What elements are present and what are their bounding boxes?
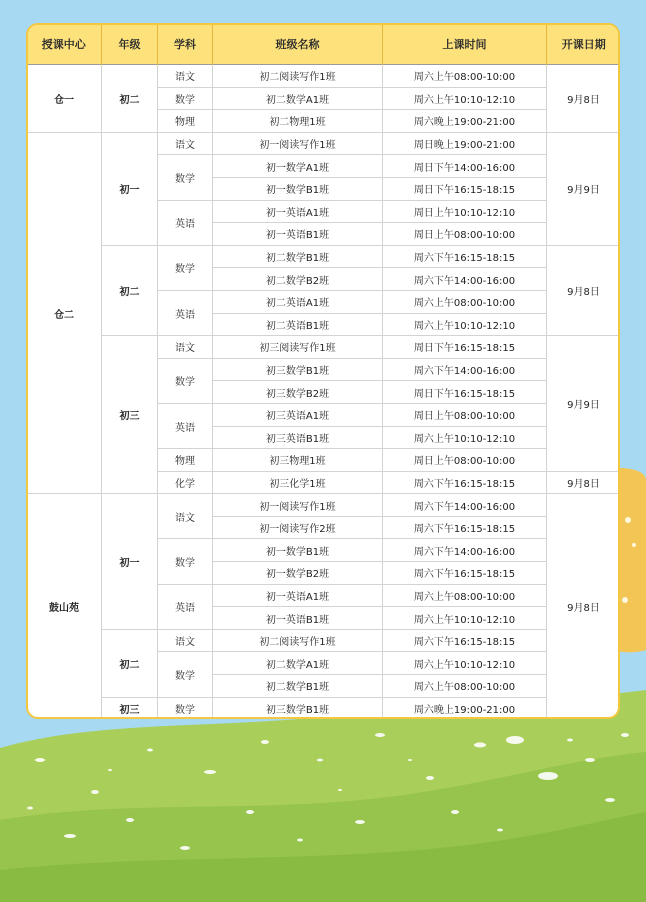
subject-cell: 英语 [158,290,213,335]
time-cell: 周六晚上19:00-21:00 [383,697,547,719]
grade-cell: 初三 [102,697,158,719]
class-name-cell: 初一英语B1班 [213,607,383,630]
class-name-cell: 初一数学B1班 [213,177,383,200]
subject-cell: 语文 [158,132,213,155]
center-cell: 仓二 [27,132,102,494]
subject-cell: 英语 [158,584,213,629]
start-date-cell: 9月8日 [547,65,621,133]
grade-cell: 初二 [102,245,158,335]
start-date-cell: 9月9日 [547,132,621,245]
time-cell: 周六上午10:10-12:10 [383,313,547,336]
time-cell: 周日上午08:00-10:00 [383,403,547,426]
grade-cell: 初二 [102,629,158,697]
time-cell: 周日下午16:15-18:15 [383,381,547,404]
time-cell: 周六晚上19:00-21:00 [383,110,547,133]
subject-cell: 数学 [158,245,213,290]
time-cell: 周六下午14:00-16:00 [383,494,547,517]
class-name-cell: 初二英语A1班 [213,290,383,313]
class-name-cell: 初二阅读写作1班 [213,65,383,88]
subject-cell: 语文 [158,494,213,539]
class-name-cell: 初三数学B1班 [213,697,383,719]
subject-cell: 化学 [158,471,213,494]
class-name-cell: 初二数学B2班 [213,268,383,291]
class-name-cell: 初一数学A1班 [213,155,383,178]
class-name-cell: 初三英语A1班 [213,403,383,426]
time-cell: 周六下午14:00-16:00 [383,268,547,291]
time-cell: 周六上午10:10-12:10 [383,607,547,630]
subject-cell: 物理 [158,449,213,472]
time-cell: 周六下午16:15-18:15 [383,629,547,652]
class-name-cell: 初一阅读写作1班 [213,494,383,517]
time-cell: 周日上午08:00-10:00 [383,223,547,246]
subject-cell: 数学 [158,697,213,719]
class-name-cell: 初三阅读写作1班 [213,336,383,359]
class-name-cell: 初二阅读写作1班 [213,629,383,652]
class-name-cell: 初二物理1班 [213,110,383,133]
subject-cell: 语文 [158,65,213,88]
table-row [27,245,621,268]
class-name-cell: 初一数学B1班 [213,539,383,562]
header-class-name: 班级名称 [213,23,383,65]
class-name-cell: 初二英语B1班 [213,313,383,336]
table-row [27,697,621,719]
time-cell: 周日晚上19:00-21:00 [383,132,547,155]
time-cell: 周六下午16:15-18:15 [383,516,547,539]
table-body [27,65,621,720]
grade-cell: 初一 [102,132,158,245]
time-cell: 周六上午08:00-10:00 [383,675,547,698]
start-date-cell: 9月8日 [547,245,621,335]
time-cell: 周日下午14:00-16:00 [383,155,547,178]
grade-cell: 初一 [102,494,158,630]
header-subject: 学科 [158,23,213,65]
time-cell: 周六下午14:00-16:00 [383,539,547,562]
subject-cell: 英语 [158,200,213,245]
class-name-cell: 初一英语B1班 [213,223,383,246]
class-name-cell: 初二数学A1班 [213,652,383,675]
class-name-cell: 初三数学B1班 [213,358,383,381]
header-start-date: 开课日期 [547,23,621,65]
subject-cell: 数学 [158,87,213,110]
subject-cell: 数学 [158,358,213,403]
class-name-cell: 初三物理1班 [213,449,383,472]
table-row [27,336,621,359]
time-cell: 周日下午16:15-18:15 [383,336,547,359]
time-cell: 周六下午16:15-18:15 [383,245,547,268]
table-row [27,494,621,517]
subject-cell: 语文 [158,629,213,652]
class-name-cell: 初一英语A1班 [213,200,383,223]
class-name-cell: 初一阅读写作1班 [213,132,383,155]
time-cell: 周六上午10:10-12:10 [383,426,547,449]
header-time: 上课时间 [383,23,547,65]
subject-cell: 英语 [158,403,213,448]
time-cell: 周日上午10:10-12:10 [383,200,547,223]
center-cell: 仓一 [27,65,102,133]
class-name-cell: 初三英语B1班 [213,426,383,449]
class-name-cell: 初二数学A1班 [213,87,383,110]
time-cell: 周六下午16:15-18:15 [383,562,547,585]
subject-cell: 数学 [158,539,213,584]
subject-cell: 语文 [158,336,213,359]
table-header-row [27,23,621,65]
table-row [27,132,621,155]
subject-cell: 数学 [158,155,213,200]
start-date-cell: 9月9日 [547,336,621,472]
time-cell: 周六下午16:15-18:15 [383,471,547,494]
time-cell: 周六上午08:00-10:00 [383,65,547,88]
time-cell: 周日下午16:15-18:15 [383,177,547,200]
subject-cell: 物理 [158,110,213,133]
start-date-cell: 9月8日 [547,494,621,719]
schedule-panel [26,23,620,719]
center-cell: 鼓山苑 [27,494,102,719]
class-name-cell: 初一数学B2班 [213,562,383,585]
time-cell: 周日上午08:00-10:00 [383,449,547,472]
grade-cell: 初三 [102,336,158,494]
header-center: 授课中心 [27,23,102,65]
time-cell: 周六上午10:10-12:10 [383,87,547,110]
class-name-cell: 初二数学B1班 [213,245,383,268]
grade-cell: 初二 [102,65,158,133]
subject-cell: 数学 [158,652,213,697]
time-cell: 周六上午08:00-10:00 [383,290,547,313]
class-name-cell: 初一英语A1班 [213,584,383,607]
time-cell: 周六上午10:10-12:10 [383,652,547,675]
table-row [27,65,621,88]
schedule-table [26,23,620,719]
class-name-cell: 初一阅读写作2班 [213,516,383,539]
time-cell: 周六上午08:00-10:00 [383,584,547,607]
time-cell: 周六下午14:00-16:00 [383,358,547,381]
table-row [27,629,621,652]
class-name-cell: 初二数学B1班 [213,675,383,698]
class-name-cell: 初三数学B2班 [213,381,383,404]
start-date-cell: 9月8日 [547,471,621,494]
header-grade: 年级 [102,23,158,65]
class-name-cell: 初三化学1班 [213,471,383,494]
